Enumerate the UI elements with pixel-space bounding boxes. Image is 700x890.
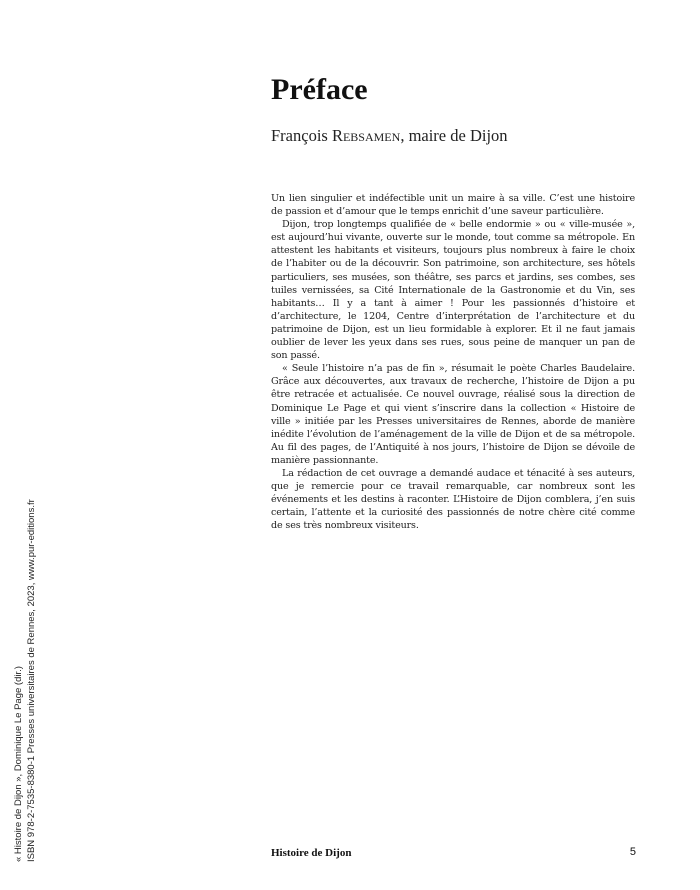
preface-body (271, 192, 635, 532)
paragraph-2: Dijon, trop longtemps qualifiée de « belle endormie » ou « ville-musée », est aujourd’hui vivante, ouverte sur le monde, tout comme sa métropole. En attestent les habitants et visiteurs, toujours plus nombreux à faire le choix de l’habiter ou de la découvrir. Son patrimoine, son architecture, ses hôtels particuliers, ses musées, son théâtre, ses parcs et jardins, ses combes, ses tuiles vernissées, sa Cité Internationale de la Gastronomie et du Vin, ses habitants… Il y a tant à aimer ! Pour les passionnés d’histoire et d’architecture, le 1204, Centre d’interprétation de l’architecture et du patrimoine de Dijon, est un lieu formidable à explorer. Et il ne faut jamais oublier de lever les yeux dans ses rues, sous peine de manquer un pan de son passé. (271, 219, 635, 362)
author-first-name: François (271, 126, 332, 145)
copyright-sidebar (12, 482, 38, 862)
paragraph-3: « Seule l’histoire n’a pas de fin », résumait le poète Charles Baudelaire. Grâce aux découvertes, aux travaux de recherche, l’histoire de Dijon a pu être retracée et actualisée. Ce nouvel ouvrage, réalisé sous la direction de Dominique Le Page et qui vient s’inscrire dans la collection « Histoire de ville » initiée par les Presses universitaires de Rennes, aborde de manière inédite l’évolution de l’aménagement de la ville de Dijon et de sa métropole. Au fil des pages, de l’Antiquité à nos jours, l’histoire de Dijon se dévoile de manière passionnante. (271, 363, 635, 466)
author-line (271, 125, 508, 147)
author-role: , maire de Dijon (400, 126, 508, 145)
footer-book-title: Histoire de Dijon (271, 847, 352, 859)
sidebar-citation: « Histoire de Dijon », Dominique Le Page (dir.) (13, 666, 24, 862)
sidebar-isbn: ISBN 978-2-7535-8380-1 Presses universitaires de Rennes, 2023, www.pur-editions.fr (26, 499, 37, 862)
paragraph-1: Un lien singulier et indéfectible unit un maire à sa ville. C’est une histoire de passion et d’amour que le temps enrichit d’une saveur particulière. (271, 193, 635, 218)
author-last-name: Rebsamen (331, 126, 401, 145)
page-number: 5 (629, 846, 636, 858)
page-title: Préface (271, 73, 368, 106)
paragraph-4: La rédaction de cet ouvrage a demandé audace et ténacité à ses auteurs, que je remercie pour ce travail remarquable, car nombreux sont les événements et les destins à raconter. L’Histoire de Dijon comblera, j’en suis certain, l’attente et la curiosité des passionnés de notre chère cité comme de ses très nombreux visiteurs. (271, 467, 635, 532)
